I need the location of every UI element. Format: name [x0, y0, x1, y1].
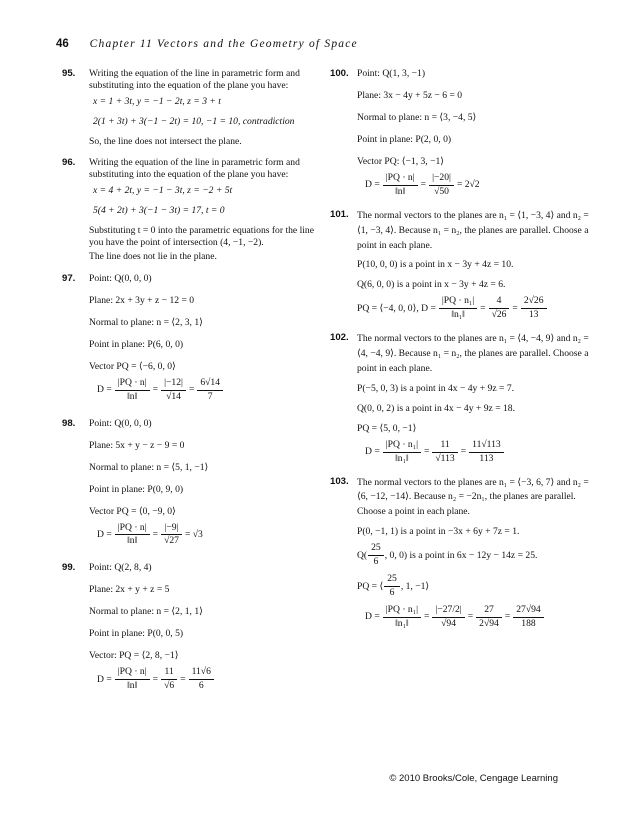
- denominator: ‖n‖: [127, 390, 138, 402]
- vector-prefix: PQ = ⟨: [357, 580, 384, 592]
- copyright-footer: © 2010 Brooks/Cole, Cengage Learning: [389, 773, 558, 784]
- problem-text: The normal vectors to the planes are n₁ = ⟨1, −3, 4⟩ and n₂ = ⟨1, −3, 4⟩. Because n₁ = n₂, the planes are parallel. Choose a point in each plane.: [357, 209, 589, 251]
- point-line: Q(0, 0, 2) is a point in 4x − 4y + 9z = 18.: [357, 402, 515, 414]
- numerator: 27√94: [513, 604, 543, 618]
- problem-number: 97.: [62, 272, 76, 284]
- vector-and-distance-label: PQ = ⟨−4, 0, 0⟩, D =: [357, 302, 436, 314]
- plane-line: Plane: 2x + y + z = 5: [89, 584, 170, 596]
- denominator: ‖n₁‖: [451, 309, 465, 321]
- left-column: [62, 68, 327, 697]
- numerator: 27: [476, 604, 502, 618]
- equation-line: 2(1 + 3t) + 3(−1 − 2t) = 10, −1 = 10, contradiction: [93, 115, 295, 127]
- equals-sign: =: [460, 446, 467, 458]
- point-in-plane-line: Point in plane: P(0, 9, 0): [89, 483, 184, 495]
- distance-formula: [365, 439, 590, 466]
- denominator: ‖n₁‖: [395, 617, 409, 629]
- fraction: [383, 604, 421, 631]
- normal-line: Normal to plane: n = ⟨5, 1, −1⟩: [89, 461, 209, 473]
- fraction: [368, 542, 384, 569]
- point-line: P(0, −1, 1) is a point in −3x + 6y + 7z = 1.: [357, 526, 520, 538]
- equals-sign: =: [467, 611, 474, 623]
- equation-line: 5(4 + 2t) + 3(−1 − 3t) = 17, t = 0: [93, 204, 225, 216]
- vector-line: Vector: PQ = ⟨2, 8, −1⟩: [89, 650, 179, 662]
- fraction: [469, 439, 504, 466]
- problem-99: [62, 562, 327, 693]
- denominator: ‖n₁‖: [395, 452, 409, 464]
- fraction: [432, 439, 457, 466]
- fraction: [429, 172, 454, 199]
- denominator: ‖n‖: [127, 680, 138, 692]
- distance-formula: [97, 666, 327, 693]
- problem-text: The normal vectors to the planes are n₁ = ⟨4, −4, 9⟩ and n₂ = ⟨4, −4, 9⟩. Because n₁ = n₂, the planes are parallel. Choose a point in each plane.: [357, 333, 589, 374]
- problem-text: The normal vectors to the planes are n₁ = ⟨−3, 6, 7⟩ and n₂ = ⟨6, −12, −14⟩. Because n₂ = −2n₁, the planes are parallel. Choose a point in each plane.: [357, 476, 589, 518]
- distance-label: D =: [97, 673, 112, 685]
- chapter-title: Chapter 11 Vectors and the Geometry of Space: [89, 38, 358, 50]
- denominator: √26: [491, 309, 507, 321]
- fraction: [115, 522, 150, 549]
- fraction: [432, 604, 464, 631]
- fraction: [161, 377, 186, 404]
- numerator: |−20|: [429, 172, 454, 186]
- numerator: 25: [384, 573, 400, 587]
- equals-sign: =: [152, 673, 159, 685]
- denominator: 6: [198, 680, 204, 692]
- point-line: [357, 542, 590, 569]
- plane-line: Plane: 3x − 4y + 5z − 6 = 0: [357, 89, 463, 101]
- equals-sign: =: [480, 302, 486, 314]
- problem-95: [62, 68, 327, 148]
- fraction: [489, 295, 510, 322]
- fraction: [197, 377, 223, 404]
- denominator: √94: [441, 617, 456, 629]
- page-header: [56, 38, 358, 50]
- denominator: √27: [164, 535, 179, 547]
- fraction: [384, 573, 400, 600]
- distance-formula: [357, 295, 590, 322]
- vector-line: PQ = ⟨5, 0, −1⟩: [357, 422, 417, 434]
- normal-line: Normal to plane: n = ⟨2, 1, 1⟩: [89, 606, 203, 618]
- point-line: P(10, 0, 0) is a point in x − 3y + 4z = 10.: [357, 259, 514, 271]
- numerator: 11: [161, 666, 177, 680]
- equals-sign: =: [512, 302, 518, 314]
- problem-101: [330, 209, 590, 322]
- numerator: |PQ · n|: [383, 172, 418, 186]
- fraction: [115, 377, 150, 404]
- plane-line: Plane: 2x + 3y + z − 12 = 0: [89, 294, 195, 306]
- distance-label: D =: [97, 384, 112, 396]
- distance-formula: [365, 604, 590, 631]
- equals-sign: =: [180, 673, 186, 685]
- denominator: √14: [166, 390, 181, 402]
- problem-number: 96.: [62, 156, 76, 168]
- denominator: 6: [373, 556, 379, 568]
- numerator: |−9|: [161, 522, 182, 536]
- equals-sign: =: [152, 528, 159, 540]
- point-line: Point: Q(2, 8, 4): [89, 562, 152, 574]
- problem-96: [62, 157, 327, 263]
- problem-number: 95.: [62, 68, 76, 79]
- equals-sign: =: [424, 446, 430, 458]
- distance-label: D =: [365, 446, 380, 458]
- fraction: [161, 522, 182, 549]
- numerator: 11: [432, 439, 457, 453]
- vector-line: Vector PQ = ⟨−6, 0, 0⟩: [89, 360, 176, 372]
- denominator: 7: [207, 390, 213, 402]
- point-in-plane-line: Point in plane: P(6, 0, 0): [89, 338, 184, 350]
- problem-text: Substituting t = 0 into the parametric equations for the line you have the point of intersection (4, −1, −2).: [89, 224, 314, 248]
- point-line: Q(6, 0, 0) is a point in x − 3y + 4z = 6.: [357, 279, 506, 291]
- fraction: [476, 604, 502, 631]
- problem-number: 100.: [330, 68, 349, 79]
- denominator: 113: [479, 452, 494, 464]
- numerator: |PQ · n|: [115, 522, 150, 536]
- fraction: [383, 439, 421, 466]
- normal-line: Normal to plane: n = ⟨2, 3, 1⟩: [89, 316, 203, 328]
- vector-line: Vector PQ: ⟨−1, 3, −1⟩: [357, 155, 445, 167]
- problem-100: [330, 68, 590, 199]
- distance-formula: [97, 377, 327, 404]
- point-line: Point: Q(0, 0, 0): [89, 417, 152, 429]
- equals-sign: =: [420, 179, 427, 191]
- equals-sign: =: [424, 611, 430, 623]
- problem-text: Writing the equation of the line in parametric form and substituting into the equation of the plane you have:: [89, 156, 300, 180]
- equation-line: x = 4 + 2t, y = −1 − 3t, z = −2 + 5t: [93, 184, 233, 196]
- numerator: |PQ · n|: [115, 666, 150, 680]
- numerator: |−12|: [161, 377, 186, 391]
- plane-line: Plane: 5x + y − z − 9 = 0: [89, 439, 185, 451]
- distance-formula: [97, 522, 327, 549]
- problem-102: [330, 332, 590, 465]
- point-in-plane-line: Point in plane: P(2, 0, 0): [357, 133, 452, 145]
- fraction: [383, 172, 418, 199]
- problem-number: 98.: [62, 417, 76, 429]
- numerator: |−27/2|: [432, 604, 464, 618]
- point-in-plane-line: Point in plane: P(0, 0, 5): [89, 628, 184, 640]
- conclusion-text: The line does not lie in the plane.: [89, 250, 217, 262]
- problem-number: 101.: [330, 208, 349, 220]
- denominator: 2√94: [479, 617, 499, 629]
- fraction: [521, 295, 547, 322]
- fraction: [513, 604, 543, 631]
- numerator: |PQ · n₁|: [439, 295, 477, 309]
- result: = 2√2: [456, 179, 480, 191]
- numerator: |PQ · n₁|: [383, 604, 421, 618]
- point-prefix: Q(: [357, 549, 368, 561]
- equation-line: x = 1 + 3t, y = −1 − 2t, z = 3 + t: [93, 95, 221, 107]
- denominator: √6: [164, 680, 175, 692]
- fraction: [161, 666, 177, 693]
- equals-sign: =: [188, 384, 195, 396]
- denominator: 188: [521, 617, 536, 629]
- problem-text: Writing the equation of the line in parametric form and substituting into the equation of the plane you have:: [89, 68, 300, 91]
- problem-number: 102.: [330, 332, 349, 344]
- distance-label: D =: [365, 611, 380, 623]
- problem-number: 103.: [330, 475, 349, 487]
- normal-line: Normal to plane: n = ⟨3, −4, 5⟩: [357, 111, 477, 123]
- denominator: √50: [434, 185, 449, 197]
- denominator: 13: [528, 309, 539, 321]
- result: = √3: [184, 528, 203, 540]
- denominator: ‖n‖: [127, 535, 138, 547]
- equals-sign: =: [504, 611, 511, 623]
- conclusion-text: So, the line does not intersect the plane.: [89, 135, 242, 147]
- numerator: 2√26: [521, 295, 547, 309]
- fraction: [189, 666, 214, 693]
- numerator: |PQ · n|: [115, 377, 150, 391]
- fraction: [115, 666, 150, 693]
- numerator: 11√6: [189, 666, 214, 680]
- numerator: |PQ · n₁|: [383, 439, 421, 453]
- vector-suffix: , 1, −1⟩: [400, 580, 430, 592]
- numerator: 11√113: [469, 439, 504, 453]
- point-line: P(−5, 0, 3) is a point in 4x − 4y + 9z = 7.: [357, 382, 515, 394]
- numerator: 6√14: [197, 377, 223, 391]
- denominator: 6: [389, 587, 395, 598]
- distance-label: D =: [365, 179, 380, 191]
- problem-97: [62, 273, 327, 404]
- problem-98: [62, 418, 327, 549]
- point-line: Point: Q(1, 3, −1): [357, 68, 426, 79]
- right-column: [330, 68, 590, 635]
- vector-line: [357, 573, 590, 600]
- fraction: [439, 295, 477, 322]
- problem-number: 99.: [62, 562, 76, 574]
- equals-sign: =: [152, 384, 159, 396]
- point-suffix: , 0, 0) is a point in 6x − 12y − 14z = 25.: [384, 549, 538, 561]
- point-line: Point: Q(0, 0, 0): [89, 272, 152, 284]
- distance-label: D =: [97, 528, 112, 540]
- numerator: 4: [489, 295, 510, 309]
- problem-103: [330, 476, 590, 631]
- denominator: √113: [435, 452, 455, 464]
- numerator: 25: [368, 542, 384, 556]
- denominator: ‖n‖: [395, 185, 406, 197]
- vector-line: Vector PQ = ⟨0, −9, 0⟩: [89, 505, 176, 517]
- page-number: 46: [56, 38, 69, 50]
- distance-formula: [365, 172, 590, 199]
